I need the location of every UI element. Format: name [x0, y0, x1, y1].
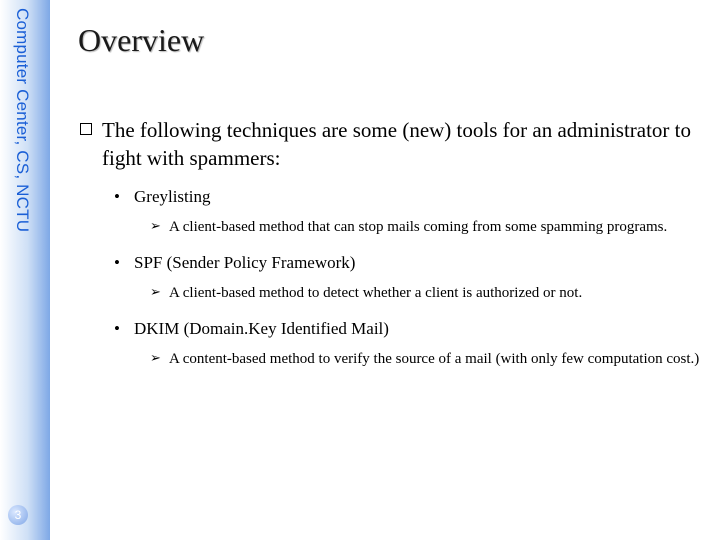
list-item	[114, 318, 700, 340]
sub-list-item	[150, 348, 700, 370]
item-detail: A content-based method to verify the source of a mail (with only few computation cost.)	[169, 351, 700, 367]
intro-text: The following techniques are some (new) tools for an administrator to fight with spammers:	[102, 118, 692, 170]
list-item	[114, 252, 700, 274]
bullet-icon: •	[114, 319, 120, 338]
page-number-badge: 3	[8, 505, 28, 525]
slide-content	[80, 116, 700, 370]
sub-list-item	[150, 216, 700, 238]
item-label: DKIM (Domain.Key Identified Mail)	[134, 319, 389, 338]
list-item	[114, 186, 700, 208]
sidebar-band	[0, 0, 50, 540]
arrow-bullet-icon: ➢	[150, 219, 161, 234]
item-detail: A client-based method that can stop mails coming from some spamming programs.	[169, 219, 668, 235]
sub-list-item	[150, 282, 700, 304]
item-label: SPF (Sender Policy Framework)	[134, 253, 356, 272]
intro-item	[80, 116, 700, 172]
arrow-bullet-icon: ➢	[150, 285, 161, 300]
bullet-icon: •	[114, 187, 120, 206]
item-detail: A client-based method to detect whether a client is authorized or not.	[169, 285, 583, 301]
arrow-bullet-icon: ➢	[150, 351, 161, 366]
checkbox-bullet-icon	[80, 123, 92, 135]
bullet-icon: •	[114, 253, 120, 272]
sidebar-label: Computer Center, CS, NCTU	[13, 8, 32, 233]
slide-title: Overview	[78, 22, 205, 58]
item-label: Greylisting	[134, 187, 211, 206]
